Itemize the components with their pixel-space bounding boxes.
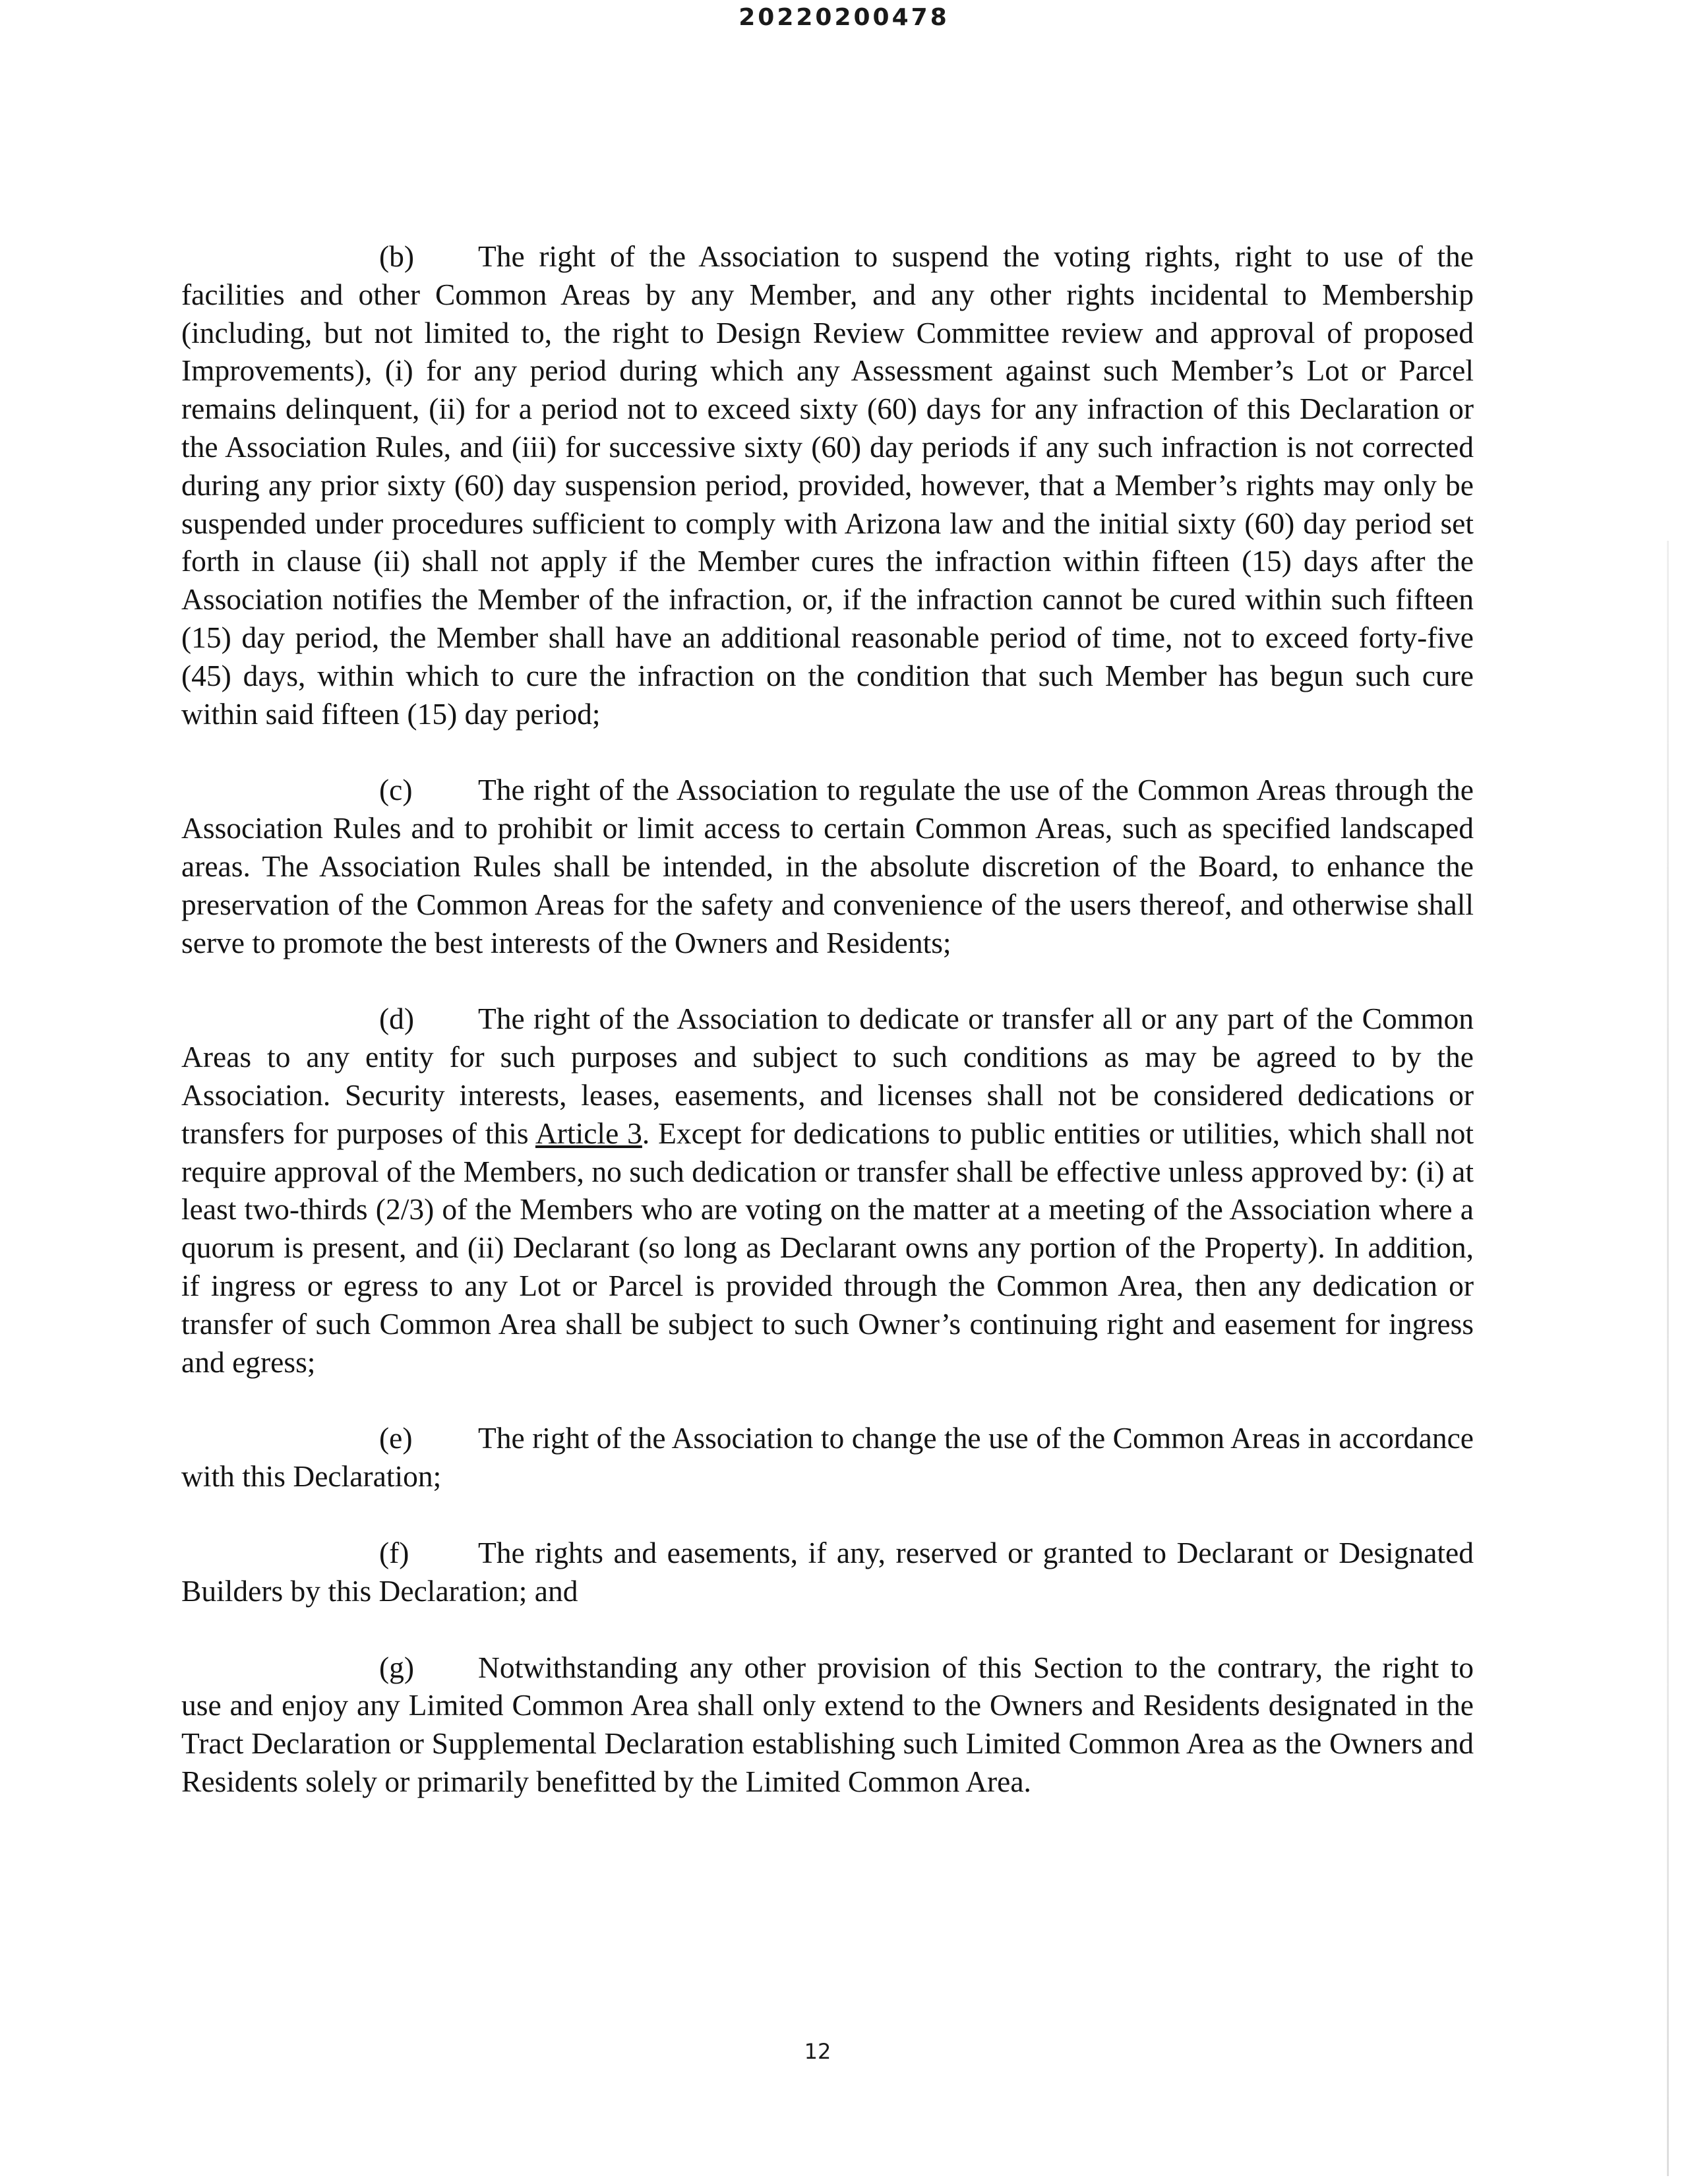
clause-text: The right of the Association to change the use of the Common Areas in accordance with this Declaration;	[181, 1421, 1474, 1494]
clause-text: Notwithstanding any other provision of this Section to the contrary, the right to use and enjoy any Limited Common Area shall only extend to the Owners and Residents designated in the Tract Declaration or Supplemental Declaration establishing such Limited Common Area as the Owners and Residents solely or primarily benefitted by the Limited Common Area.	[181, 1650, 1474, 1798]
clause-g	[181, 1649, 1474, 1801]
clause-text-continued: . Except for dedications to public entities or utilities, which shall not require approval of the Members, no such dedication or transfer shall be effective unless approved by: (i) at least two-thirds (2/3) of the Members who are voting on the matter at a meeting of the Association where a quorum is present, and (ii) Declarant (so long as Declarant owns any portion of the Property). In addition, if ingress or egress to any Lot or Parcel is provided through the Common Area, then any dedication or transfer of such Common Area shall be subject to such Owner’s continuing right and easement for ingress and egress;	[181, 1116, 1474, 1379]
clause-text: The right of the Association to suspend the voting rights, right to use of the facilities and other Common Areas by any Member, and any other rights incidental to Membership (including, but not limited to, the right to Design Review Committee review and approval of proposed Improvements), (i) for any period during which any Assessment against such Member’s Lot or Parcel remains delinquent, (ii) for a period not to exceed sixty (60) days for any infraction of this Declaration or the Association Rules, and (iii) for successive sixty (60) day periods if any such infraction is not corrected during any prior sixty (60) day suspension period, provided, however, that a Member’s rights may only be suspended under procedures sufficient to comply with Arizona law and the initial sixty (60) day period set forth in clause (ii) shall not apply if the Member cures the infraction within fifteen (15) days after the Association notifies the Member of the infraction, or, if the infraction cannot be cured within such fifteen (15) day period, the Member shall have an additional reasonable period of time, not to exceed forty-five (45) days, within which to cure the infraction on the condition that such Member has begun such cure within said fifteen (15) day period;	[181, 239, 1474, 731]
clause-text: The right of the Association to regulate the use of the Common Areas through the Association Rules and to prohibit or limit access to certain Common Areas, such as specified landscaped areas. The Association Rules shall be intended, in the absolute discretion of the Board, to enhance the preservation of the Common Areas for the safety and convenience of the users thereof, and otherwise shall serve to promote the best interests of the Owners and Residents;	[181, 773, 1474, 959]
document-body	[181, 237, 1474, 1801]
clause-text: The rights and easements, if any, reserved or granted to Declarant or Designated Builders by this Declaration; and	[181, 1535, 1474, 1608]
recording-number: 20220200478	[738, 4, 950, 31]
clause-label: (c)	[379, 773, 413, 807]
clause-b	[181, 237, 1474, 733]
clause-d	[181, 1000, 1474, 1381]
clause-f	[181, 1534, 1474, 1610]
clause-label: (d)	[379, 1002, 415, 1036]
clause-c	[181, 771, 1474, 961]
clause-label: (e)	[379, 1421, 413, 1455]
scan-edge-artifact	[1667, 541, 1669, 2176]
article-reference: Article 3	[535, 1116, 642, 1150]
clause-label: (b)	[379, 239, 415, 273]
clause-label: (g)	[379, 1650, 415, 1684]
clause-e	[181, 1419, 1474, 1496]
clause-text: The right of the Association to dedicate or transfer all or any part of the Common Areas to any entity for such purposes and subject to such conditions as may be agreed to by the Association. Security interests, leases, easements, and licenses shall not be considered dedications or transfers for purposes of this	[181, 1002, 1474, 1150]
page-number: 12	[804, 2039, 831, 2064]
clause-label: (f)	[379, 1535, 409, 1569]
